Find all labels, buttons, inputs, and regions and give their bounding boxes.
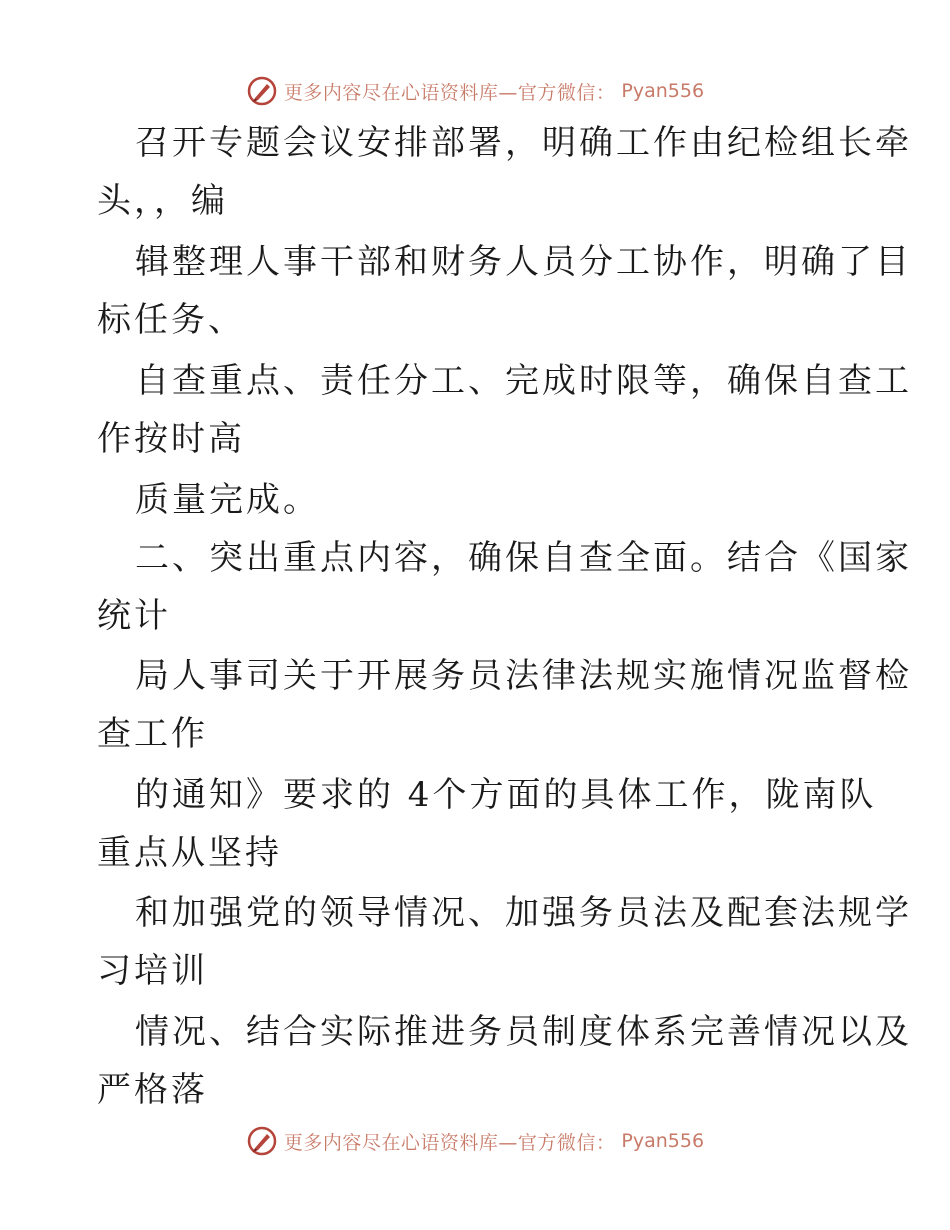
pen-logo-icon xyxy=(246,75,278,107)
watermark-text: 更多内容尽在心语资料库—官方微信： xyxy=(283,81,616,104)
pen-logo-icon xyxy=(246,1125,278,1157)
text-line: 的通知》要求的 4个方面的具体工作，陇南队 xyxy=(135,775,877,815)
text-line: 自查重点、责任分工、完成时限等，确保自查工 xyxy=(135,361,912,401)
watermark-wechat-id: Pyan556 xyxy=(621,1130,705,1152)
text-line: 严格落 xyxy=(97,1070,208,1110)
text-line: 局人事司关于开展务员法律法规实施情况监督检 xyxy=(135,656,912,696)
text-line: 作按时高 xyxy=(97,419,245,459)
text-line: 统计 xyxy=(97,596,171,636)
watermark-text: 更多内容尽在心语资料库—官方微信： xyxy=(283,1131,616,1154)
text-line: 头，，编 xyxy=(97,181,228,221)
text-line: 习培训 xyxy=(97,951,208,991)
text-line: 和加强党的领导情况、加强务员法及配套法规学 xyxy=(135,893,912,933)
header-watermark xyxy=(0,71,950,111)
text-line: 质量完成。 xyxy=(135,480,320,520)
watermark-wechat-id: Pyan556 xyxy=(621,80,705,102)
text-line: 重点从坚持 xyxy=(97,833,282,873)
text-line: 情况、结合实际推进务员制度体系完善情况以及 xyxy=(135,1012,912,1052)
text-line: 二、突出重点内容，确保自查全面。结合《国家 xyxy=(135,538,912,578)
text-line: 召开专题会议安排部署，明确工作由纪检组长牵 xyxy=(135,123,912,163)
text-line: 标任务、 xyxy=(97,300,245,340)
text-line: 查工作 xyxy=(97,714,208,754)
text-line: 辑整理人事干部和财务人员分工协作，明确了目 xyxy=(135,242,912,282)
footer-watermark xyxy=(0,1121,950,1161)
